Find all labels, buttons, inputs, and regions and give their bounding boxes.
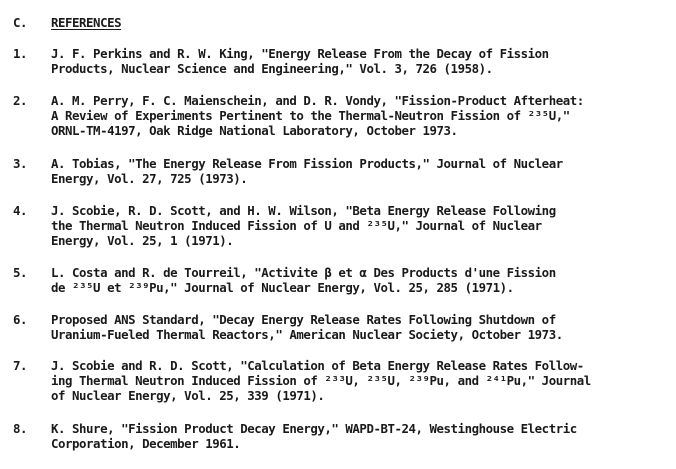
reference-number: 3. bbox=[13, 156, 28, 171]
section-letter: C. bbox=[13, 15, 28, 30]
reference-number: 8. bbox=[13, 421, 28, 436]
reference-number: 4. bbox=[13, 203, 28, 218]
reference-number: 1. bbox=[13, 46, 28, 61]
reference-line: Uranium-Fueled Thermal Reactors," American Nuclear Society, October 1973. bbox=[51, 327, 563, 342]
reference-line: the Thermal Neutron Induced Fission of U and ²³⁵U," Journal of Nuclear bbox=[51, 218, 542, 233]
reference-item bbox=[13, 265, 673, 295]
reference-line: A. M. Perry, F. C. Maienschein, and D. R. Vondy, "Fission-Product Afterheat: bbox=[51, 93, 584, 108]
reference-text bbox=[51, 46, 673, 76]
reference-text bbox=[51, 358, 673, 403]
reference-line: A. Tobias, "The Energy Release From Fission Products," Journal of Nuclear bbox=[51, 156, 563, 171]
reference-text bbox=[51, 156, 673, 186]
reference-item bbox=[13, 421, 673, 451]
reference-text bbox=[51, 265, 673, 295]
reference-text bbox=[51, 421, 673, 451]
reference-line: Energy, Vol. 27, 725 (1973). bbox=[51, 171, 248, 186]
section-title: REFERENCES bbox=[51, 15, 122, 30]
reference-line: Energy, Vol. 25, 1 (1971). bbox=[51, 233, 234, 248]
reference-text bbox=[51, 312, 673, 342]
reference-line: of Nuclear Energy, Vol. 25, 339 (1971). bbox=[51, 388, 325, 403]
reference-line: Corporation, December 1961. bbox=[51, 436, 241, 451]
reference-line: ing Thermal Neutron Induced Fission of ²³³U, ²³⁵U, ²³⁹Pu, and ²⁴¹Pu," Journal bbox=[51, 373, 591, 388]
reference-line: K. Shure, "Fission Product Decay Energy," WAPD-BT-24, Westinghouse Electric bbox=[51, 421, 577, 436]
reference-number: 5. bbox=[13, 265, 28, 280]
reference-number: 2. bbox=[13, 93, 28, 108]
reference-number: 7. bbox=[13, 358, 28, 373]
reference-line: J. Scobie and R. D. Scott, "Calculation of Beta Energy Release Rates Follow- bbox=[51, 358, 584, 373]
reference-line: Proposed ANS Standard, "Decay Energy Release Rates Following Shutdown of bbox=[51, 312, 556, 327]
reference-line: J. F. Perkins and R. W. King, "Energy Release From the Decay of Fission bbox=[51, 46, 549, 61]
reference-line: ORNL-TM-4197, Oak Ridge National Laboratory, October 1973. bbox=[51, 123, 458, 138]
reference-text bbox=[51, 93, 673, 138]
reference-item bbox=[13, 46, 673, 76]
reference-number: 6. bbox=[13, 312, 28, 327]
reference-item bbox=[13, 358, 673, 403]
reference-line: Products, Nuclear Science and Engineering," Vol. 3, 726 (1958). bbox=[51, 61, 493, 76]
reference-line: de ²³⁵U et ²³⁹Pu," Journal of Nuclear Energy, Vol. 25, 285 (1971). bbox=[51, 280, 514, 295]
reference-item bbox=[13, 203, 673, 248]
reference-line: J. Scobie, R. D. Scott, and H. W. Wilson, "Beta Energy Release Following bbox=[51, 203, 556, 218]
reference-text bbox=[51, 203, 673, 248]
reference-item bbox=[13, 93, 673, 138]
reference-line: A Review of Experiments Pertinent to the Thermal-Neutron Fission of ²³⁵U," bbox=[51, 108, 570, 123]
reference-line: L. Costa and R. de Tourreil, "Activite β et α Des Products d'une Fission bbox=[51, 265, 556, 280]
section-heading bbox=[13, 15, 121, 30]
reference-item bbox=[13, 312, 673, 342]
reference-item bbox=[13, 156, 673, 186]
